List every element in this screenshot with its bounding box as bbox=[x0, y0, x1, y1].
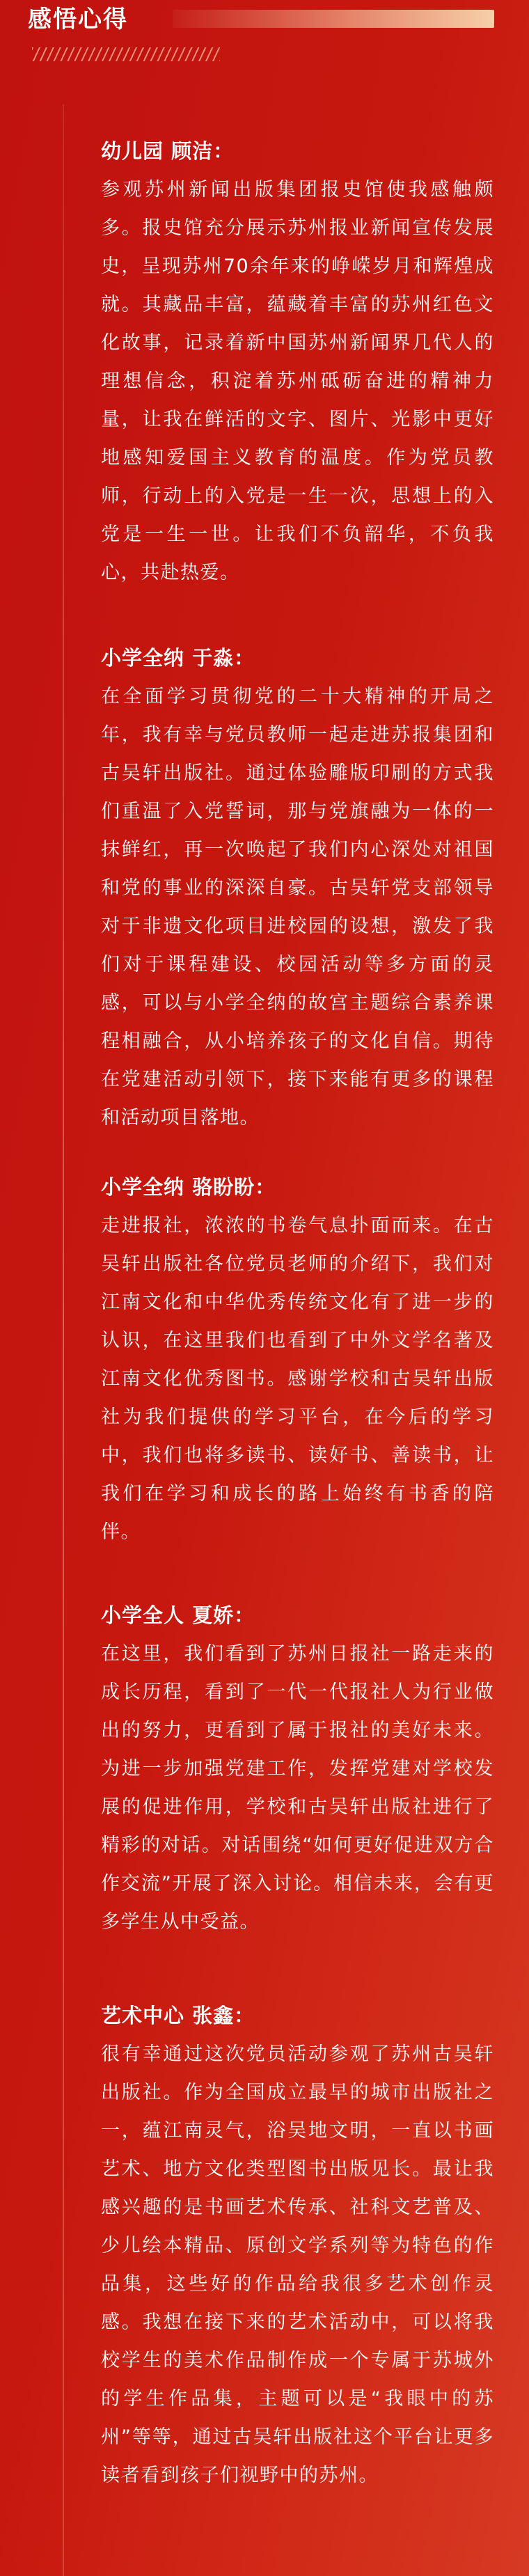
reflection-entry bbox=[101, 1173, 494, 1551]
reflection-text: 参观苏州新闻出版集团报史馆使我感触颇多。报史馆充分展示苏州报业新闻宣传发展史，呈现苏州70余年来的峥嵘岁月和辉煌成就。其藏品丰富，蕴藏着丰富的苏州红色文化故事，记录着新中国苏州新闻界几代人的理想信念，积淀着苏州砥砺奋进的精神力量，让我在鲜活的文字、图片、光影中更好地感知爱国主义教育的温度。作为党员教师，行动上的入党是一生一次，思想上的入党是一生一世。让我们不负韶华，不负我心，共赴热爱。 bbox=[101, 179, 494, 583]
author-name: 小学全人 夏娇： bbox=[101, 1603, 255, 1627]
author-name: 小学全纳 骆盼盼： bbox=[101, 1175, 276, 1199]
title-decorative-bar bbox=[173, 10, 494, 28]
header bbox=[0, 0, 529, 45]
decorative-slash-pattern bbox=[32, 47, 220, 61]
reflection-entry bbox=[101, 137, 494, 592]
reflection-entry bbox=[101, 644, 494, 1137]
reflection-text: 很有幸通过这次党员活动参观了苏州古吴轩出版社。作为全国成立最早的城市出版社之一，蕴江南灵气，浴吴地文明，一直以书画艺术、地方文化类型图书出版见长。最让我感兴趣的是书画艺术传承、社科文艺普及、少儿绘本精品、原创文学系列等为特色的作品集，这些好的作品给我很多艺术创作灵感。我想在接下来的艺术活动中，可以将我校学生的美术作品制作成一个专属于苏城外的学生作品集，主题可以是“我眼中的苏州”等等，通过古吴轩出版社这个平台让更多读者看到孩子们视野中的苏州。 bbox=[101, 2043, 494, 2486]
author-name: 幼儿园 顾洁： bbox=[101, 139, 235, 163]
reflection-entry bbox=[101, 1601, 494, 1941]
author-name: 艺术中心 张鑫： bbox=[101, 2004, 255, 2027]
timeline-line bbox=[63, 104, 64, 2576]
reflection-text: 在这里，我们看到了苏州日报社一路走来的成长历程，看到了一代一代报社人为行业做出的努力，更看到了属于报社的美好未来。为进一步加强党建工作，发挥党建对学校发展的促进作用，学校和古吴轩出版社进行了精彩的对话。对话围绕“如何更好促进双方合作交流”开展了深入讨论。相信未来，会有更多学生从中受益。 bbox=[101, 1643, 494, 1933]
reflection-text: 走进报社，浓浓的书卷气息扑面而来。在古吴轩出版社各位党员老师的介绍下，我们对江南文化和中华优秀传统文化有了进一步的认识，在这里我们也看到了中外文学名著及江南文化优秀图书。感谢学校和古吴轩出版社为我们提供的学习平台，在今后的学习中，我们也将多读书、读好书、善读书，让我们在学习和成长的路上始终有书香的陪伴。 bbox=[101, 1215, 494, 1543]
author-name: 小学全纳 于淼： bbox=[101, 646, 255, 670]
reflection-text: 在全面学习贯彻党的二十大精神的开局之年，我有幸与党员教师一起走进苏报集团和古吴轩出版社。通过体验雕版印刷的方式我们重温了入党誓词，那与党旗融为一体的一抹鲜红，再一次唤起了我们内心深处对祖国和党的事业的深深自豪。古吴轩党支部领导对于非遗文化项目进校园的设想，激发了我们对于课程建设、校园活动等多方面的灵感，可以与小学全纳的故宫主题综合素养课程相融合，从小培养孩子的文化自信。期待在党建活动引领下，接下来能有更多的课程和活动项目落地。 bbox=[101, 686, 494, 1129]
reflection-entry bbox=[101, 2002, 494, 2495]
section-title: 感悟心得 bbox=[28, 6, 128, 33]
